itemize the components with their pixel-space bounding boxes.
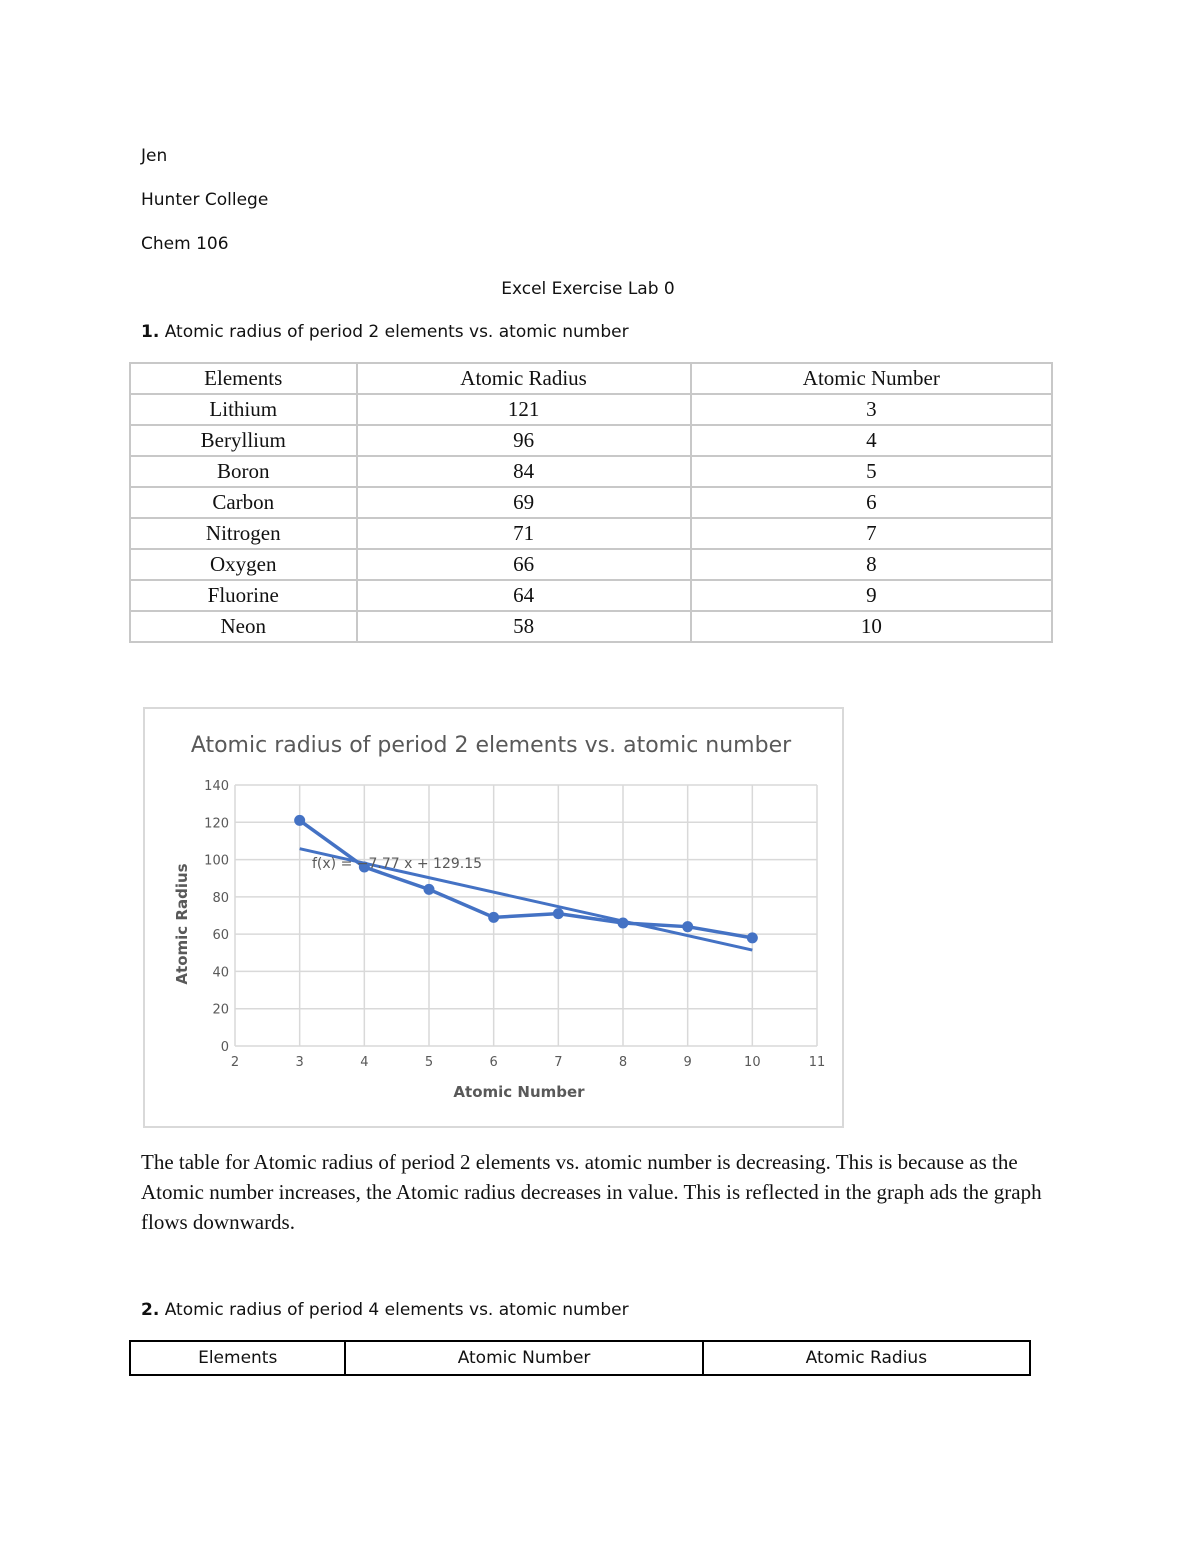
x-tick-label: 11 (808, 1055, 826, 1070)
x-tick-label: 6 (489, 1055, 498, 1070)
school-name: Hunter College (141, 190, 269, 210)
x-tick-label: 3 (295, 1055, 304, 1070)
table-cell: 66 (357, 549, 691, 580)
table-cell: 64 (357, 580, 691, 611)
chart-title: Atomic radius of period 2 elements vs. atomic number (190, 733, 792, 758)
y-tick-label: 0 (220, 1040, 229, 1055)
table-cell: 121 (357, 394, 691, 425)
y-tick-label: 140 (204, 779, 229, 794)
table-cell: 5 (691, 456, 1052, 487)
x-tick-label: 8 (618, 1055, 628, 1070)
chart-container (143, 707, 844, 1128)
table-cell: Beryllium (130, 425, 357, 456)
table-cell: Nitrogen (130, 518, 357, 549)
x-tick-label: 2 (230, 1055, 240, 1070)
period-4-table (129, 1340, 1031, 1376)
chart-y-axis-label: Atomic Radius (173, 863, 191, 985)
trendline-equation-label: f(x) = −7.77 x + 129.15 (312, 856, 483, 872)
data-point (294, 815, 305, 826)
y-tick-label: 100 (204, 853, 229, 869)
table-cell: Carbon (130, 487, 357, 518)
section-1-paragraph: The table for Atomic radius of period 2 elements vs. atomic number is decreasing. This is because as the Atomic number increases, the Atomic radius decreases in value. This is reflected in the graph ads the graph flows downwards. (141, 1150, 1042, 1234)
chart-x-axis-label: Atomic Number (453, 1083, 585, 1101)
table-cell: Fluorine (130, 580, 357, 611)
section-1-number: 1. (141, 322, 160, 342)
data-point (682, 921, 693, 932)
table-cell: 9 (691, 580, 1052, 611)
y-tick-label: 20 (212, 1002, 229, 1018)
period-2-table (129, 362, 1053, 643)
table-cell: 96 (357, 425, 691, 456)
table-header-cell: Atomic Radius (357, 363, 691, 394)
section-1-heading-text: Atomic radius of period 2 elements vs. atomic number (159, 322, 629, 342)
table-cell: 7 (691, 518, 1052, 549)
data-point (553, 908, 564, 919)
table-cell: 4 (691, 425, 1052, 456)
author-name: Jen (141, 146, 168, 166)
table-row (130, 456, 1052, 487)
data-point (424, 884, 435, 895)
table-cell: 84 (357, 456, 691, 487)
table-row (130, 518, 1052, 549)
section-2-heading-text: Atomic radius of period 4 elements vs. atomic number (159, 1300, 629, 1320)
y-tick-label: 40 (212, 965, 229, 981)
section-2-heading (141, 1300, 629, 1320)
table-cell: 58 (357, 611, 691, 642)
table-cell: 8 (691, 549, 1052, 580)
y-tick-label: 60 (212, 928, 229, 944)
y-tick-label: 80 (212, 890, 229, 906)
table-cell: 69 (357, 487, 691, 518)
x-tick-label: 9 (683, 1055, 692, 1070)
table-row (130, 425, 1052, 456)
data-point (618, 917, 629, 928)
table-row (130, 487, 1052, 518)
table-cell: Oxygen (130, 549, 357, 580)
table-row (130, 580, 1052, 611)
x-tick-label: 4 (360, 1055, 369, 1070)
document-title: Excel Exercise Lab 0 (501, 279, 675, 299)
chart-svg (145, 709, 842, 1126)
table-cell: 6 (691, 487, 1052, 518)
section-1-heading (141, 322, 629, 342)
y-tick-label: 120 (204, 816, 229, 832)
x-tick-label: 7 (554, 1055, 563, 1070)
table-header-cell: Elements (130, 363, 357, 394)
table-header-cell: Atomic Radius (703, 1341, 1030, 1375)
table-row (130, 611, 1052, 642)
table-row (130, 549, 1052, 580)
course-name: Chem 106 (141, 234, 229, 254)
table-header-cell: Elements (130, 1341, 345, 1375)
table-cell: 3 (691, 394, 1052, 425)
table-cell: Neon (130, 611, 357, 642)
table-cell: Boron (130, 456, 357, 487)
table-cell: Lithium (130, 394, 357, 425)
table-header-cell: Atomic Number (691, 363, 1052, 394)
series-line (300, 820, 753, 937)
table-cell: 71 (357, 518, 691, 549)
table-header-cell: Atomic Number (345, 1341, 702, 1375)
data-point (488, 912, 499, 923)
data-point (747, 932, 758, 943)
table-cell: 10 (691, 611, 1052, 642)
table-header-row (130, 1341, 1030, 1375)
x-tick-label: 10 (744, 1055, 761, 1070)
x-tick-label: 5 (424, 1055, 434, 1070)
table-row (130, 394, 1052, 425)
table-header-row (130, 363, 1052, 394)
section-2-number: 2. (141, 1300, 160, 1320)
